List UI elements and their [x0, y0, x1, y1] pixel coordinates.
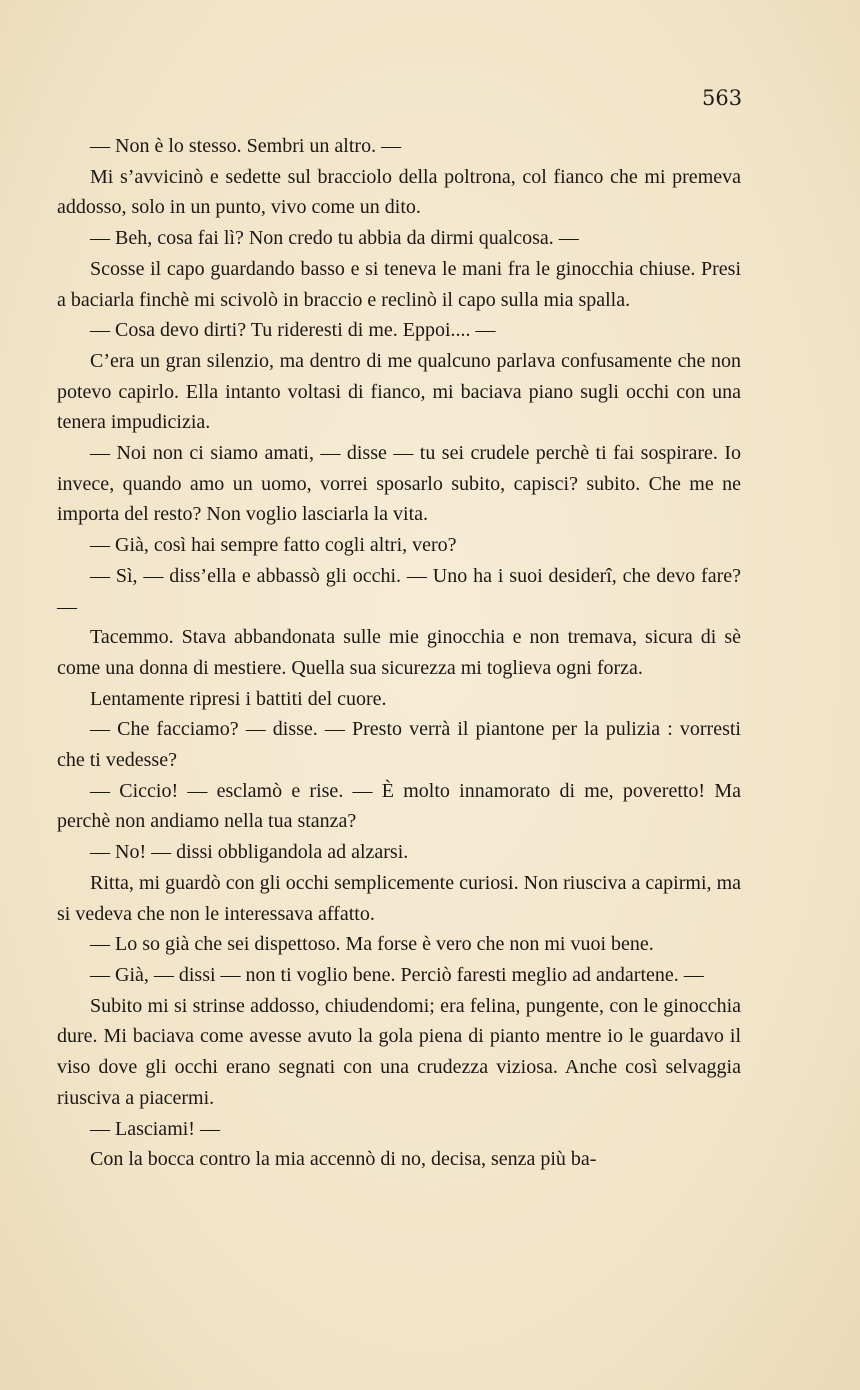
paragraph: — Che facciamo? — disse. — Presto verrà il piantone per la pulizia : vorresti che ti vedesse? — [57, 718, 741, 772]
paragraph: — Beh, cosa fai lì? Non credo tu abbia da dirmi qualcosa. — — [90, 227, 579, 250]
paragraph: Scosse il capo guardando basso e si teneva le mani fra le ginocchia chiuse. Presi a baciarla finchè mi scivolò in braccio e reclinò il capo sulla mia spalla. — [57, 257, 741, 311]
body-text — [57, 131, 741, 1175]
paragraph: — Già, — dissi — non ti voglio bene. Perciò faresti meglio ad andartene. — — [90, 963, 704, 986]
paragraph: Con la bocca contro la mia accennò di no, decisa, senza più ba- — [90, 1148, 597, 1171]
paragraph: Subito mi si strinse addosso, chiudendomi; era felina, pungente, con le ginocchia dure. Mi baciava come avesse avuto la gola piena di pianto mentre io le guardavo il viso dove gli occhi erano segnati con una crudezza viziosa. Anche così selvaggia riusciva a piacermi. — [57, 994, 741, 1109]
paragraph: Tacemmo. Stava abbandonata sulle mie ginocchia e non tremava, sicura di sè come una donna di mestiere. Quella sua sicurezza mi toglieva ogni forza. — [57, 626, 741, 679]
paragraph: — Sì, — diss’ella e abbassò gli occhi. — Uno ha i suoi desiderî, che devo fare? — — [57, 564, 741, 618]
paragraph: — Lasciami! — — [90, 1117, 220, 1140]
paragraph: Lentamente ripresi i battiti del cuore. — [90, 687, 387, 710]
paragraph: — Lo so già che sei dispettoso. Ma forse è vero che non mi vuoi bene. — [90, 933, 654, 956]
paragraph: — Noi non ci siamo amati, — disse — tu sei crudele perchè ti fai sospirare. Io invece, quando amo un uomo, vorrei sposarlo subito, capisci? subito. Che me ne importa del resto? Non voglio lasciarla la vita. — [57, 442, 741, 526]
paragraph: — Già, così hai sempre fatto cogli altri, vero? — [90, 534, 457, 557]
paragraph: — Non è lo stesso. Sembri un altro. — — [90, 135, 402, 157]
paragraph: Mi s’avvicinò e sedette sul bracciolo della poltrona, col fianco che mi premeva addosso, solo in un punto, vivo come un dito. — [57, 165, 741, 219]
paragraph: Ritta, mi guardò con gli occhi semplicemente curiosi. Non riusciva a capirmi, ma si vedeva che non le interessava affatto. — [57, 871, 741, 925]
paragraph: C’era un gran silenzio, ma dentro di me qualcuno parlava confusamente che non potevo capirlo. Ella intanto voltasi di fianco, mi baciava piano sugli occhi con una tenera impudicizia. — [57, 349, 741, 434]
paragraph: — No! — dissi obbligandola ad alzarsi. — [90, 841, 409, 864]
paragraph: — Ciccio! — esclamò e rise. — È molto innamorato di me, poveretto! Ma perchè non andiamo nella tua stanza? — [57, 779, 741, 833]
page-number: 563 — [702, 86, 743, 110]
paragraph: — Cosa devo dirti? Tu rideresti di me. Eppoi.... — — [90, 319, 496, 342]
